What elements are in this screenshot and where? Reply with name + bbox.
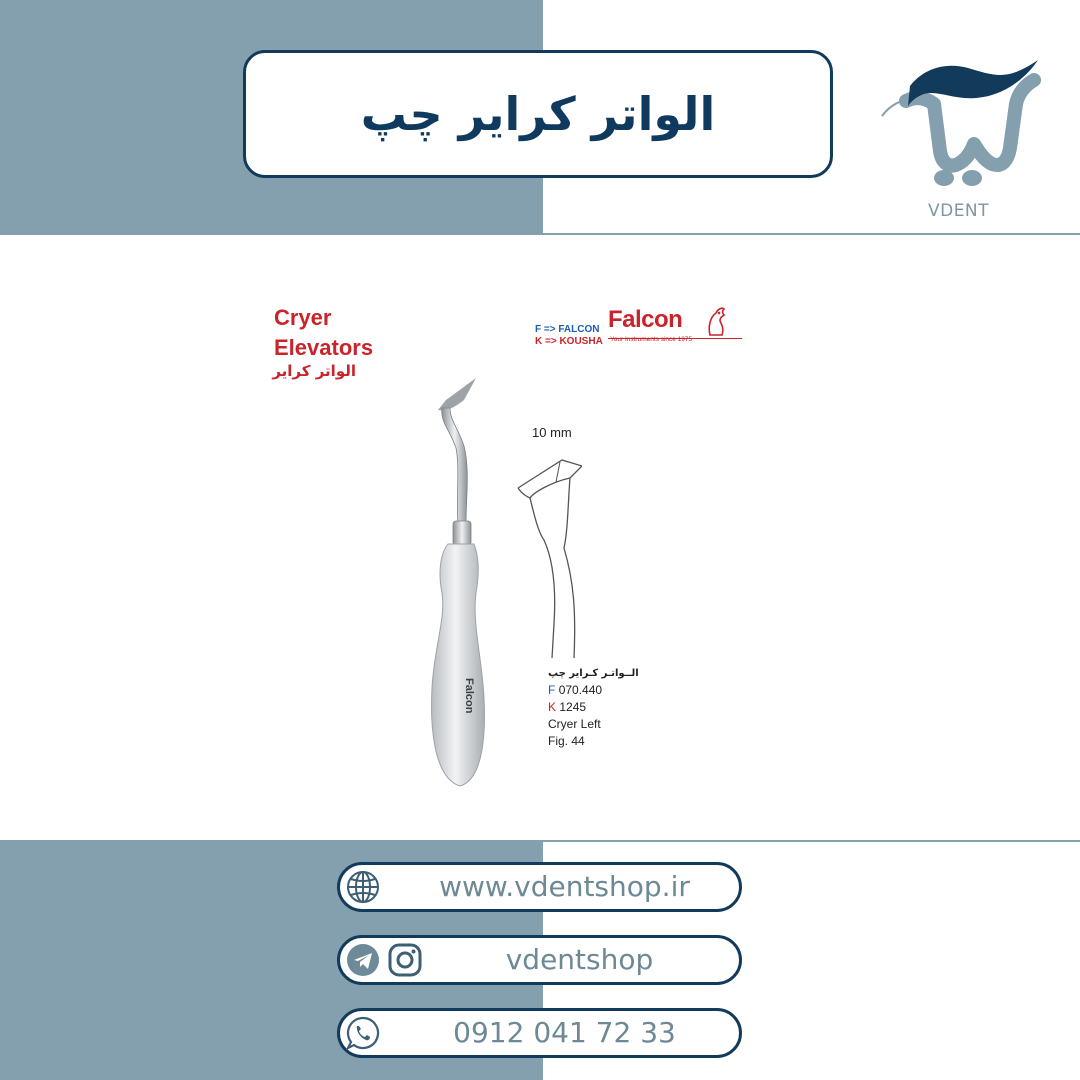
handle-brand: Falcon [463, 678, 475, 714]
maker-legend [535, 324, 603, 348]
footer-divider [543, 840, 1080, 842]
falcon-tagline: Your Instruments since 1975 [610, 336, 693, 343]
product-spec [548, 665, 639, 750]
globe-icon [346, 870, 380, 904]
phone-link[interactable] [337, 1008, 742, 1058]
instagram-icon [388, 943, 422, 977]
legend-k: K => KOUSHA [535, 336, 603, 347]
title-box [243, 50, 833, 178]
tip-dimension: 10 mm [532, 425, 572, 440]
brand-name: VDENT [927, 201, 990, 221]
spec-code-f: F 070.440 [548, 683, 603, 697]
social-handle-text: vdentshop [505, 943, 654, 976]
spec-code-k: K 1245 [548, 700, 587, 714]
spec-name-en: Cryer Left [548, 717, 601, 731]
whatsapp-icon [346, 1016, 380, 1050]
header-divider [543, 233, 1080, 235]
website-link[interactable] [337, 862, 742, 912]
falcon-logo: Falcon [608, 306, 683, 333]
page-title: الواتر کرایر چپ [360, 87, 716, 141]
category-title-line2: Elevators [274, 335, 374, 360]
vdent-logo-icon [876, 56, 1041, 196]
tip-detail-drawing [512, 452, 582, 664]
website-text: www.vdentshop.ir [439, 870, 690, 903]
legend-f: F => FALCON [535, 324, 600, 335]
spec-name-fa: الــواتـر کـرایر چپ [548, 668, 639, 679]
spec-figure: Fig. 44 [548, 734, 585, 748]
category-title-fa: الواتر کرایر [272, 362, 356, 380]
category-title [274, 303, 373, 363]
category-title-line1: Cryer [274, 305, 332, 330]
phone-text: 0912 041 72 33 [453, 1016, 676, 1049]
telegram-icon [346, 943, 380, 977]
elevator-instrument-image [420, 378, 490, 793]
falcon-bird-icon [702, 305, 728, 337]
social-handle-link[interactable] [337, 935, 742, 985]
